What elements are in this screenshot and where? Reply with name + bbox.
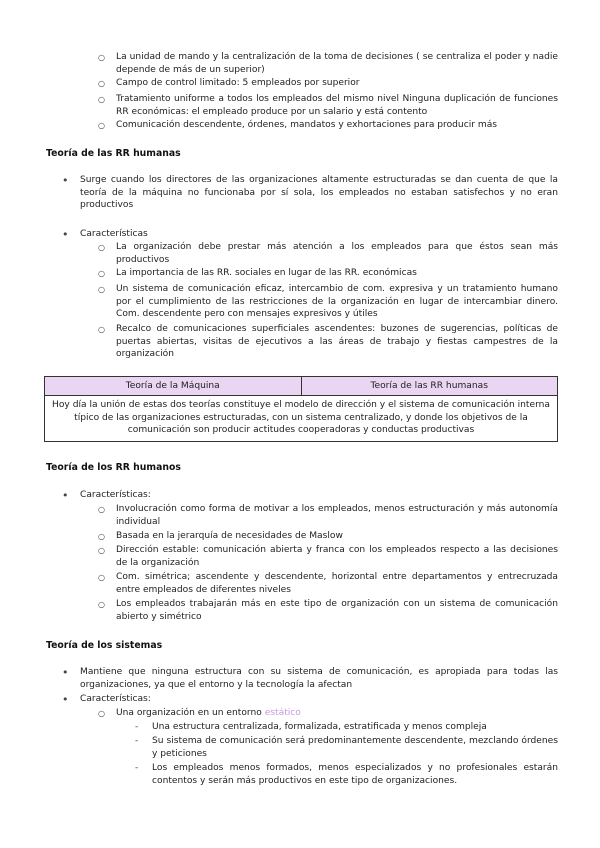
dash-bullet-icon: - [135,763,139,773]
table-header-cell: Teoría de las RR humanas [301,377,558,396]
table-header-row [45,377,558,396]
table-row [45,396,558,442]
list-item: La unidad de mando y la centralización de la toma de decisiones ( se centraliza el poder y nadie depende de más de un superior) [116,52,558,75]
list-item: Comunicación descendente, órdenes, mandatos y exhortaciones para producir más [116,120,498,130]
circle-bullet-icon: ○ [98,53,105,62]
list-item: Involucración como forma de motivar a los empleados, menos estructuración y más autonomía individual [116,504,558,527]
list-item: Com. simétrica; ascendente y descendente, horizontal entre departamentos y entrecruzada entre empleados de diferentes niveles [116,572,558,595]
list-item: Basada en la jerarquía de necesidades de Maslow [116,531,343,541]
highlight-text: estático [264,708,301,718]
list-label: Características: [80,694,151,704]
list-item: Recalco de comunicaciones superficiales ascendentes: buzones de sugerencias, políticas de puertas abiertas, visitas de ejecutivos a las áreas de trabajo y fiestas campestres de la organización [116,324,558,359]
circle-bullet-icon: ○ [98,121,105,130]
bullet-icon: • [62,666,69,679]
circle-bullet-icon: ○ [98,532,105,541]
circle-bullet-icon: ○ [98,546,105,555]
circle-bullet-icon: ○ [98,243,105,252]
list-item: Tratamiento uniforme a todos los empleados del mismo nivel Ninguna duplicación de funciones RR económicas: el empleado produce por un salario y está contento [116,94,558,117]
section-heading: Teoría de los RR humanos [46,462,181,473]
bullet-icon: • [62,228,69,241]
circle-bullet-icon: ○ [98,285,105,294]
dash-bullet-icon: - [135,722,139,732]
circle-bullet-icon: ○ [98,709,105,718]
list-item: La importancia de las RR. sociales en lugar de las RR. económicas [116,268,417,278]
dash-bullet-icon: - [135,736,139,746]
list-label: Características: [80,490,151,500]
sub-label: Una organización en un entorno [116,708,262,718]
bullet-icon: • [62,174,69,187]
list-item: Una estructura centralizada, formalizada, estratificada y menos compleja [152,722,487,732]
comparison-table [44,376,558,442]
circle-bullet-icon: ○ [98,79,105,88]
circle-bullet-icon: ○ [98,600,105,609]
section-heading: Teoría de las RR humanas [46,148,181,159]
list-item: Un sistema de comunicación eficaz, intercambio de com. expresiva y un tratamiento humano por el cumplimiento de las restricciones de la organización en lugar de intercambiar dinero. Com. descendente pero con mensajes expresivos y útiles [116,284,558,319]
paragraph: Mantiene que ninguna estructura con su sistema de comunicación, es apropiada para todas las organizaciones, ya que el entorno y la tecnología la afectan [80,667,558,690]
bullet-icon: • [62,489,69,502]
circle-bullet-icon: ○ [98,269,105,278]
section-heading: Teoría de los sistemas [46,640,163,651]
list-item: Campo de control limitado: 5 empleados por superior [116,78,360,88]
circle-bullet-icon: ○ [98,573,105,582]
list-item: Dirección estable: comunicación abierta y franca con los empleados respecto a las decisiones de la organización [116,545,558,568]
list-label: Características [80,229,148,239]
circle-bullet-icon: ○ [98,325,105,334]
list-item: Los empleados trabajarán más en este tipo de organización con un sistema de comunicación abierto y simétrico [116,599,558,622]
list-item: Su sistema de comunicación será predominantemente descendente, mezclando órdenes y peticiones [152,736,558,759]
circle-bullet-icon: ○ [98,95,105,104]
list-item: La organización debe prestar más atención a los empleados para que éstos sean más productivos [116,242,558,265]
table-body-cell: Hoy día la unión de estas dos teorías constituye el modelo de dirección y el sistema de comunicación interna típico de las organizaciones estructuradas, con un sistema centralizado, y donde los objetivos de la comunicación son producir actitudes cooperadoras y conductas productivas [45,396,558,442]
circle-bullet-icon: ○ [98,505,105,514]
bullet-icon: • [62,693,69,706]
table-header-cell: Teoría de la Máquina [45,377,302,396]
list-item [116,707,558,720]
paragraph: Surge cuando los directores de las organizaciones altamente estructuradas se dan cuenta de que la teoría de la máquina no funcionaba por sí sola, los empleados no estaban satisfechos y no eran productivos [80,175,558,210]
list-item: Los empleados menos formados, menos especializados y no profesionales estarán contentos y serán más productivos en este tipo de organizaciones. [152,763,558,786]
